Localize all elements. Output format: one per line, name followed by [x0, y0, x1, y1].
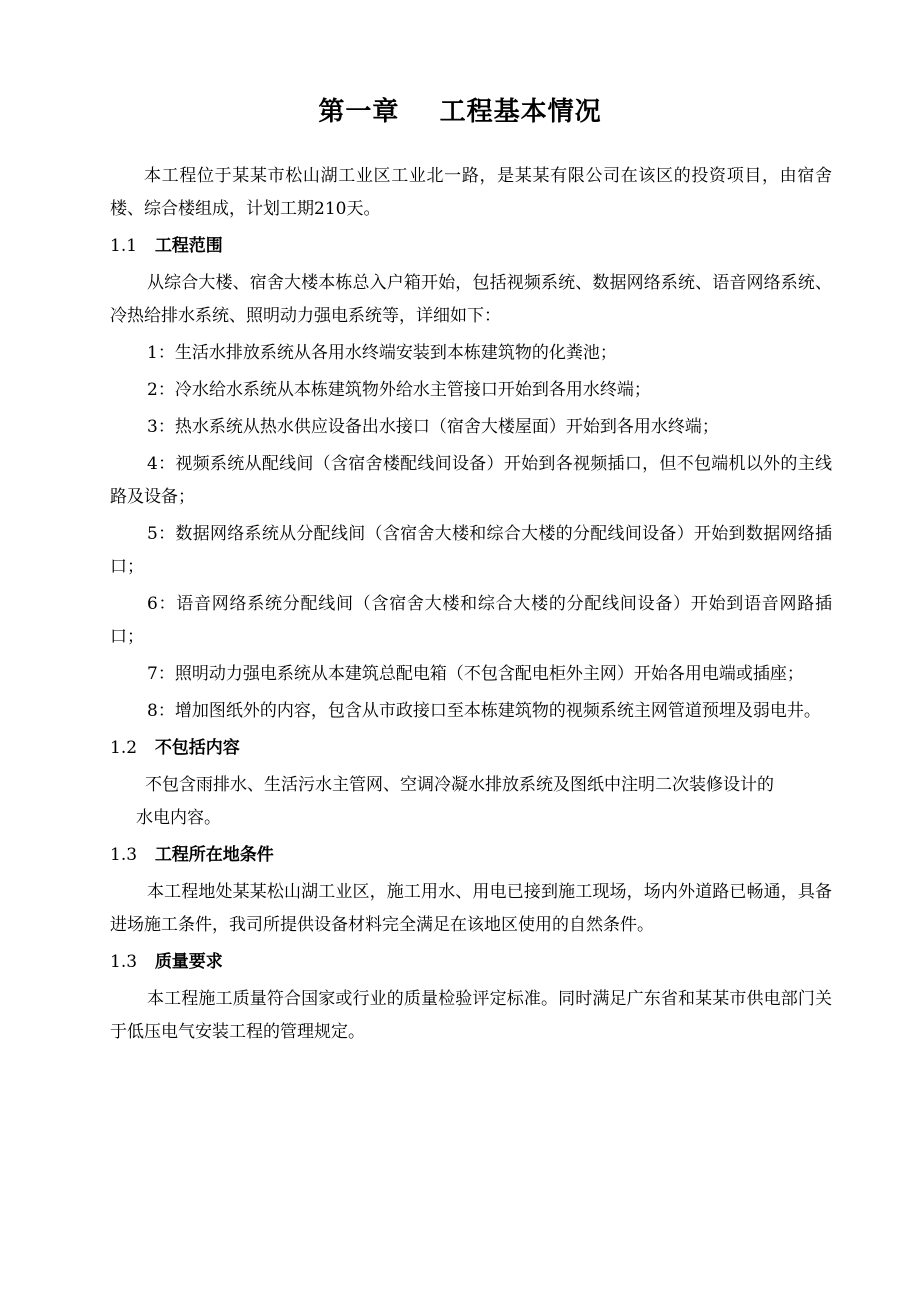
- section-title: 质量要求: [154, 952, 223, 972]
- section-title: 不包括内容: [154, 738, 240, 758]
- section-heading-quality: [110, 946, 832, 979]
- scope-item-3: 3：热水系统从热水供应设备出水接口（宿舍大楼屋面）开始到各用水终端；: [147, 417, 719, 437]
- section-number: 1.1: [110, 236, 138, 256]
- section-heading-exclusions: [110, 732, 832, 765]
- exclusions-paragraph: [110, 769, 832, 835]
- scope-item-1: 1：生活水排放系统从各用水终端安装到本栋建筑物的化粪池；: [147, 343, 617, 363]
- quality-paragraph: 本工程施工质量符合国家或行业的质量检验评定标准。同时满足广东省和某某市供电部门关于低压电气安装工程的管理规定。: [110, 989, 832, 1042]
- scope-item-8: 8：增加图纸外的内容，包含从市政接口至本栋建筑物的视频系统主网管道预埋及弱电井。: [147, 701, 821, 721]
- scope-item-4: 4：视频系统从配线间（含宿舍楼配线间设备）开始到各视频插口，但不包端机以外的主线路及设备；: [110, 454, 832, 507]
- scope-paragraph: 从综合大楼、宿舍大楼本栋总入户箱开始，包括视频系统、数据网络系统、语音网络系统、冷热给排水系统、照明动力强电系统等，详细如下：: [110, 273, 832, 326]
- section-number: 1.3: [110, 952, 138, 972]
- section-heading-site-conditions: [110, 839, 832, 872]
- scope-item-5: 5：数据网络系统从分配线间（含宿舍大楼和综合大楼的分配线间设备）开始到数据网络插口；: [110, 524, 832, 577]
- site-conditions-paragraph: 本工程地处某某松山湖工业区，施工用水、用电已接到施工现场，场内外道路已畅通，具备进场施工条件，我司所提供设备材料完全满足在该地区使用的自然条件。: [110, 882, 832, 935]
- exclusions-line-1: 不包含雨排水、生活污水主管网、空调冷凝水排放系统及图纸中注明二次装修设计的: [145, 775, 774, 795]
- section-heading-scope: [110, 230, 832, 263]
- section-number: 1.2: [110, 738, 138, 758]
- document-body: [110, 160, 832, 1053]
- exclusions-line-2: 水电内容。: [136, 808, 221, 828]
- chapter-title: 第一章 工程基本情况: [318, 97, 602, 127]
- section-title: 工程范围: [154, 236, 223, 256]
- section-number: 1.3: [110, 845, 138, 865]
- intro-paragraph: 本工程位于某某市松山湖工业区工业北一路，是某某有限公司在该区的投资项目，由宿舍楼、综合楼组成，计划工期210天。: [110, 166, 832, 219]
- scope-item-6: 6：语音网络系统分配线间（含宿舍大楼和综合大楼的分配线间设备）开始到语音网路插口；: [110, 594, 832, 647]
- section-title: 工程所在地条件: [154, 845, 274, 865]
- scope-item-7: 7：照明动力强电系统从本建筑总配电箱（不包含配电柜外主网）开始各用电端或插座；: [147, 664, 804, 684]
- scope-item-2: 2：冷水给水系统从本栋建筑物外给水主管接口开始到各用水终端；: [147, 380, 651, 400]
